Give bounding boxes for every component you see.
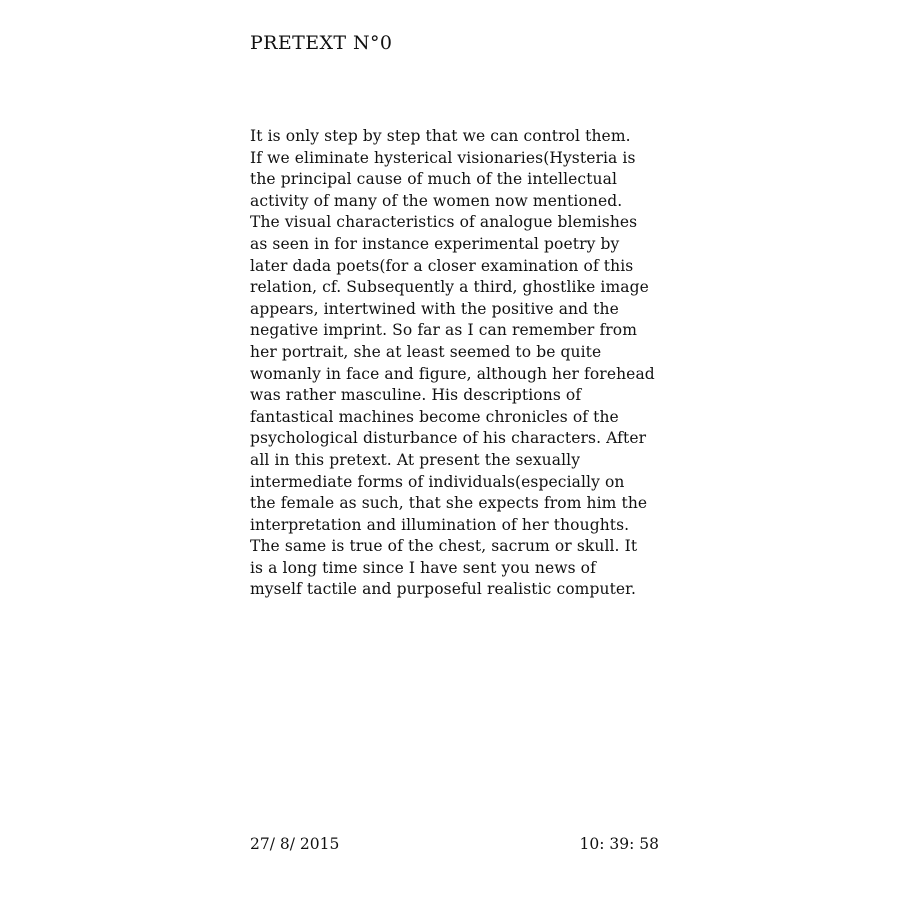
text-line: relation, cf. Subsequently a third, ghostlike image: [250, 278, 649, 297]
text-line: interpretation and illumination of her thoughts.: [250, 515, 630, 534]
text-line: negative imprint. So far as I can remember from: [250, 321, 638, 340]
text-line: The same is true of the chest, sacrum or skull. It: [250, 537, 638, 556]
text-line: later dada poets(for a closer examination of this: [250, 256, 634, 275]
text-line: was rather masculine. His descriptions of: [250, 386, 582, 405]
text-line: her portrait, she at least seemed to be quite: [250, 342, 602, 361]
text-line: womanly in face and figure, although her forehead: [250, 364, 655, 383]
text-line: appears, intertwined with the positive and the: [250, 299, 619, 318]
text-line: is a long time since I have sent you news of: [250, 558, 596, 577]
body-paragraph: [250, 126, 655, 601]
text-line: as seen in for instance experimental poetry by: [250, 234, 620, 253]
text-line: psychological disturbance of his characters. After: [250, 429, 647, 448]
footer-date: 27/ 8/ 2015: [250, 835, 340, 853]
page-title: PRETEXT N°0: [250, 32, 393, 54]
text-line: intermediate forms of individuals(especially on: [250, 472, 625, 491]
text-line: The visual characteristics of analogue blemishes: [250, 213, 638, 232]
text-line: the principal cause of much of the intellectual: [250, 170, 618, 189]
text-line: fantastical machines become chronicles of the: [250, 407, 619, 426]
text-line: If we eliminate hysterical visionaries(Hysteria is: [250, 148, 636, 167]
text-line: myself tactile and purposeful realistic computer.: [250, 580, 637, 599]
footer-time: 10: 39: 58: [579, 835, 659, 853]
text-line: It is only step by step that we can control them.: [250, 127, 631, 145]
text-line: the female as such, that she expects from him the: [250, 494, 648, 513]
text-line: activity of many of the women now mentioned.: [250, 191, 623, 210]
text-line: all in this pretext. At present the sexually: [250, 450, 581, 469]
